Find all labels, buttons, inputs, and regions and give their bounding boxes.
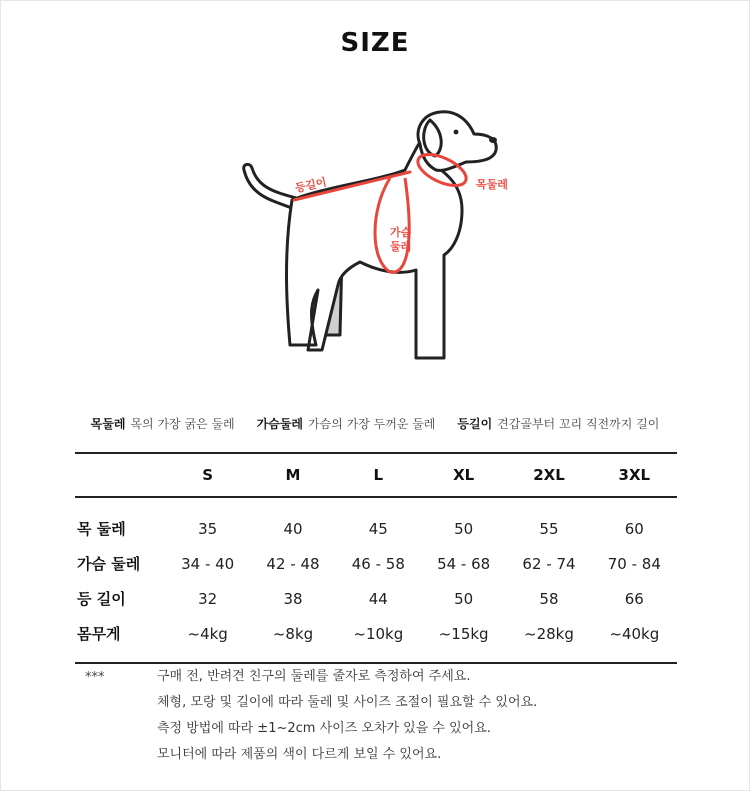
table-cell: 40 [283, 519, 303, 538]
row-label: 가슴 둘레 [77, 555, 141, 573]
table-cell: ~15kg [438, 624, 489, 643]
measurement-legend [0, 415, 750, 432]
size-header-l: L [336, 453, 421, 497]
table-cell: ~28kg [524, 624, 574, 643]
legend-term: 등길이 [457, 417, 493, 431]
table-row [75, 616, 677, 663]
dog-nose [489, 137, 497, 143]
table-cell: ~40kg [609, 624, 660, 643]
table-cell: 58 [539, 589, 559, 608]
table-cell: 70 - 84 [607, 554, 661, 573]
table-cell: ~8kg [272, 624, 314, 643]
dog-body [287, 142, 463, 358]
back-length-label: 등길이 [293, 175, 328, 195]
table-cell: 38 [283, 589, 303, 608]
size-header-row [75, 453, 677, 497]
page-title: SIZE [340, 28, 410, 58]
table-cell: 45 [368, 519, 388, 538]
table-row [75, 581, 677, 616]
row-label: 등 길이 [77, 590, 126, 608]
table-cell: 54 - 68 [437, 554, 491, 573]
table-cell: 32 [198, 589, 218, 608]
table-cell: 44 [368, 589, 388, 608]
notes-mark: *** [85, 670, 105, 685]
legend-desc: 견갑골부터 꼬리 직전까지 길이 [497, 417, 660, 431]
table-cell: 50 [454, 519, 474, 538]
table-cell: 50 [454, 589, 474, 608]
table-cell: 46 - 58 [351, 554, 405, 573]
table-cell: 62 - 74 [522, 554, 576, 573]
dog-measurement-diagram [230, 100, 530, 370]
size-table-wrapper [75, 452, 677, 664]
dog-tail [244, 164, 296, 208]
neck-label: 목둘레 [476, 178, 508, 191]
size-header-xl: XL [421, 453, 506, 497]
size-table [75, 452, 677, 664]
note-line: 모니터에 따라 제품의 색이 다르게 보일 수 있어요. [157, 747, 442, 762]
table-cell: ~10kg [353, 624, 404, 643]
legend-item-back [457, 415, 659, 432]
legend-term: 가슴둘레 [256, 417, 304, 431]
legend-item-chest [257, 415, 436, 432]
size-header-s: S [165, 453, 250, 497]
row-label: 목 둘레 [77, 520, 126, 538]
legend-term: 목둘레 [90, 417, 126, 431]
table-cell: ~4kg [187, 624, 228, 643]
table-cell: 34 - 40 [181, 554, 235, 573]
size-header-m: M [250, 453, 335, 497]
note-line: 체형, 모랑 및 길이에 따라 둘레 및 사이즈 조절이 필요할 수 있어요. [157, 695, 538, 710]
table-cell: 66 [624, 589, 644, 608]
note-line: 측정 방법에 따라 ±1~2cm 사이즈 오차가 있을 수 있어요. [157, 721, 491, 736]
legend-desc: 가슴의 가장 두꺼운 둘레 [308, 417, 436, 431]
size-header-2xl: 2XL [506, 453, 591, 497]
table-row [75, 497, 677, 546]
table-cell: 55 [539, 519, 559, 538]
table-cell: 42 - 48 [266, 554, 320, 573]
chest-label-line1: 가슴 [390, 226, 412, 239]
size-header-3xl: 3XL [592, 453, 677, 497]
note-line: 구매 전, 반려견 친구의 둘레를 줄자로 측정하여 주세요. [157, 669, 471, 684]
legend-desc: 목의 가장 굵은 둘레 [130, 417, 235, 431]
table-row [75, 546, 677, 581]
table-cell: 60 [624, 519, 644, 538]
table-cell: 35 [198, 519, 218, 538]
chest-label-line2: 둘레 [390, 240, 412, 253]
legend-item-neck [91, 415, 235, 432]
row-label: 몸무게 [77, 625, 121, 643]
corner-cell [75, 453, 165, 497]
notes-list [85, 664, 685, 768]
notes-section [85, 664, 685, 768]
dog-eye [454, 130, 459, 135]
